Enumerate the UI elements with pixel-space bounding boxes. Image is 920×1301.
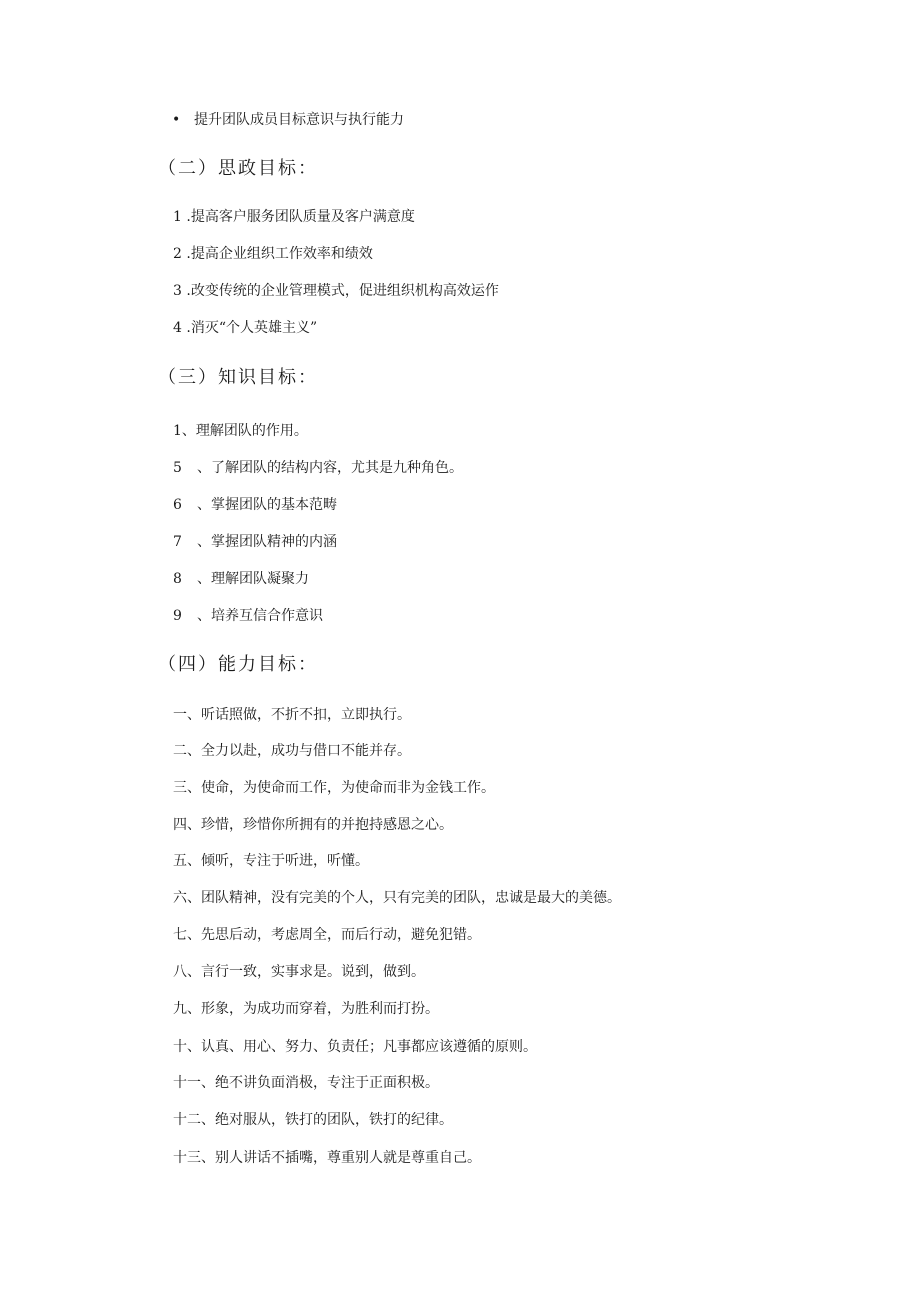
bullet-item bbox=[172, 111, 404, 129]
item-text: 、理解团队凝聚力 bbox=[197, 571, 309, 587]
bullet-marker: • bbox=[172, 112, 181, 128]
item-text: 、了解团队的结构内容，尤其是九种角色。 bbox=[197, 460, 463, 476]
item-number: 5 bbox=[173, 460, 182, 476]
item-number: 4 bbox=[173, 320, 182, 336]
list-item: 十、认真、用心、努力、负责任；凡事都应该遵循的原则。 bbox=[173, 1039, 537, 1055]
list-item bbox=[173, 319, 317, 337]
list-item: 九、形象，为成功而穿着，为胜利而打扮。 bbox=[173, 1001, 439, 1017]
item-text: .提高企业组织工作效率和绩效 bbox=[181, 246, 373, 262]
list-item: 六、团队精神，没有完美的个人，只有完美的团队，忠诚是最大的美德。 bbox=[173, 890, 621, 906]
item-number: 2 bbox=[173, 246, 182, 262]
item-text: .消灭“个人英雄主义” bbox=[181, 320, 318, 336]
list-item bbox=[173, 282, 499, 300]
list-item bbox=[173, 533, 337, 551]
item-text: .改变传统的企业管理模式，促进组织机构高效运作 bbox=[181, 283, 499, 299]
list-item: 十三、别人讲话不插嘴，尊重别人就是尊重自己。 bbox=[173, 1150, 481, 1166]
item-number: 9 bbox=[173, 608, 182, 624]
item-text: 、理解团队的作用。 bbox=[181, 423, 308, 439]
item-number: 6 bbox=[173, 497, 182, 513]
section-heading-ideology: （二）思政目标： bbox=[158, 158, 318, 179]
list-item bbox=[173, 208, 415, 226]
list-item bbox=[173, 496, 337, 514]
section-heading-knowledge: （三）知识目标： bbox=[158, 367, 318, 388]
item-text: 、掌握团队精神的内涵 bbox=[197, 534, 337, 550]
item-number: 8 bbox=[173, 571, 182, 587]
item-text: 、掌握团队的基本范畴 bbox=[197, 497, 337, 513]
list-item bbox=[173, 459, 463, 477]
list-item bbox=[173, 245, 373, 263]
list-item: 八、言行一致，实事求是。说到，做到。 bbox=[173, 964, 425, 980]
item-number: 1 bbox=[173, 423, 182, 439]
list-item: 一、听话照做，不折不扣，立即执行。 bbox=[173, 707, 411, 723]
item-text: .提高客户服务团队质量及客户满意度 bbox=[181, 209, 415, 225]
list-item: 十一、绝不讲负面消极，专注于正面积极。 bbox=[173, 1075, 439, 1091]
list-item: 七、先思后动，考虑周全，而后行动，避免犯错。 bbox=[173, 927, 481, 943]
list-item bbox=[173, 607, 323, 625]
list-item bbox=[173, 422, 308, 440]
section-heading-ability: （四）能力目标： bbox=[158, 654, 318, 675]
list-item: 四、珍惜，珍惜你所拥有的并抱持感恩之心。 bbox=[173, 817, 453, 833]
item-text: 、培养互信合作意识 bbox=[197, 608, 323, 624]
list-item: 二、全力以赴，成功与借口不能并存。 bbox=[173, 743, 411, 759]
list-item: 十二、绝对服从，铁打的团队，铁打的纪律。 bbox=[173, 1112, 453, 1128]
bullet-text: 提升团队成员目标意识与执行能力 bbox=[194, 112, 404, 128]
item-number: 3 bbox=[173, 283, 182, 299]
list-item bbox=[173, 570, 309, 588]
item-number: 7 bbox=[173, 534, 182, 550]
list-item: 三、使命，为使命而工作，为使命而非为金钱工作。 bbox=[173, 780, 495, 796]
list-item: 五、倾听，专注于听进，听懂。 bbox=[173, 853, 369, 869]
item-number: 1 bbox=[173, 209, 182, 225]
